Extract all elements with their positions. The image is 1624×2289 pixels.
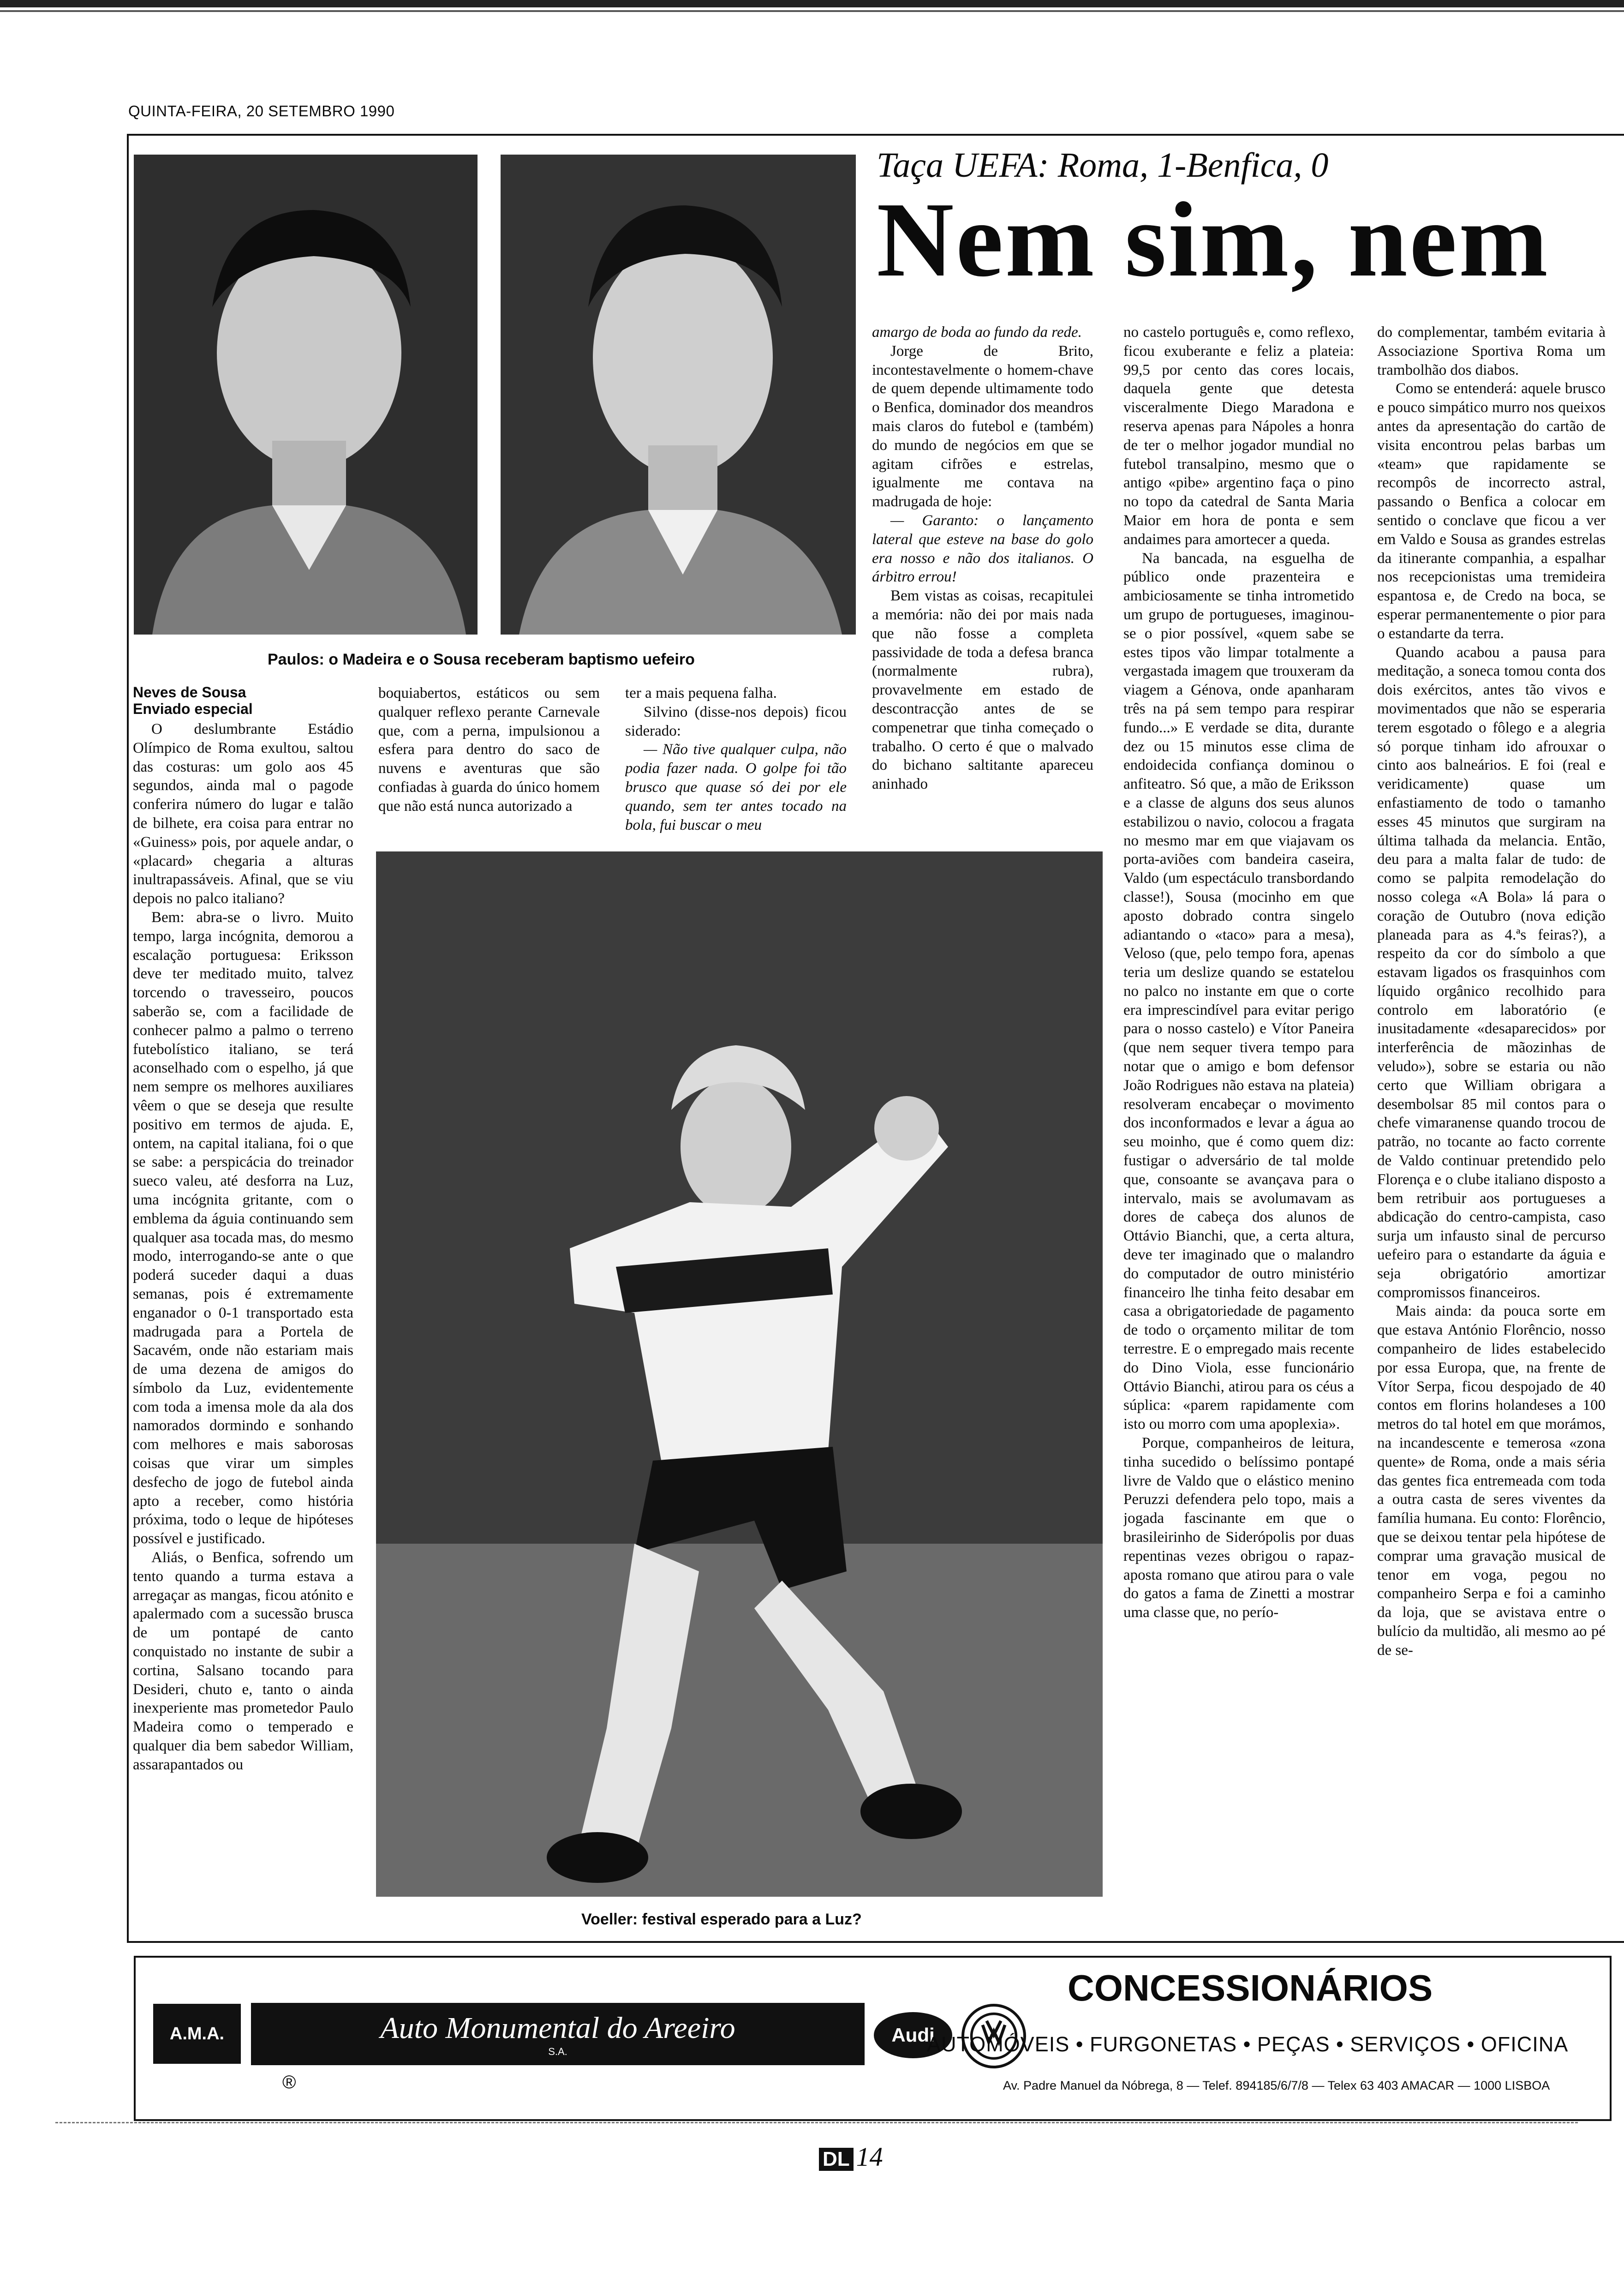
newspaper-logo: DL <box>819 2148 854 2171</box>
paragraph: Silvino (disse-nos depois) ficou siderado: <box>625 703 847 739</box>
quote-paragraph: — Garanto: o lançamento lateral que esteve na base do golo era nosso e não dos italianos. O árbitro errou! <box>872 512 1093 586</box>
paragraph: Mais ainda: da pouca sorte em que estava António Florêncio, nosso companheiro de lides estabelecido por essa Europa, que, na frente de Vítor Serpa, ficou despojado de 40 contos em florins holandeses a 100 metros do tal hotel em que morámos, na incandescente e temerosa «zona quente» de Roma, onde a mais séria das gentes fica entremeada com toda a outra casta de seres viventes da família humana. Eu conto: Florêncio, que se deixou tentar pela hipótese de comprar uma gravação musical de tenor em voga, pegou no companheiro Serpa e foi a caminho da loja, que se avistava entre o bulício da multidão, ali mesmo ao pé de se- <box>1377 1303 1606 1659</box>
paragraph: Jorge de Brito, incontestavelmente o homem-chave de quem depende ultimamente todo o Benfica, dominador dos meandros mais claros do futebol e (também) do mundo de negócios em que se agitam cifrões e estrelas, igualmente me contava na madrugada de hoje: <box>872 342 1093 510</box>
main-photo-caption: Voeller: festival esperado para a Luz? <box>581 1911 862 1928</box>
page-folio <box>819 2141 883 2172</box>
paragraph: Aliás, o Benfica, sofrendo um tento quando a turma estava a arregaçar as mangas, ficou atónito e apalermado com a sucessão brusca de um pontapé de canto conquistado no instante de subir a cortina, Salsano tocando para Desideri, chuto e, tanto o ainda inexperiente mas prometedor Paulo Madeira como o temperado e qualquer dia bem sabedor William, assarapantados ou <box>133 1549 353 1773</box>
byline <box>133 684 253 717</box>
article-kicker: Taça UEFA: Roma, 1-Benfica, 0 <box>877 146 1329 185</box>
ama-logo: A.M.A. <box>153 2004 241 2064</box>
audi-logo: Audi <box>874 2012 952 2058</box>
page-number: 14 <box>856 2142 883 2172</box>
frame-rule-top <box>127 134 1624 136</box>
text-column-6 <box>1377 323 1606 1941</box>
frame-rule-bottom <box>127 1941 1624 1943</box>
dealer-logo <box>251 2003 865 2065</box>
top-rule-thin <box>0 10 1624 12</box>
advert-services: AUTOMÓVEIS • FURGONETAS • PEÇAS • SERVIÇOS • OFICINA <box>927 2032 1569 2056</box>
quote-paragraph: — Não tive qualquer culpa, não podia fazer nada. O golpe foi tão brusco que quase só dei por ele quando, sem ter antes tocado na bola, fui buscar o meu <box>625 741 847 833</box>
dealer-name: Auto Monumental do Areeiro <box>380 2011 735 2045</box>
dealer-advert <box>134 1956 1612 2121</box>
paragraph: O deslumbrante Estádio Olímpico de Roma exultou, saltou das costuras: um golo aos 45 segundos, ainda mal o pagode conferira número do lugar e talão de bilhete, era coisa para entrar no «Guiness» pois, por aquele andar, o «placard» chegaria a alturas inultrapassáveis. Afinal, que se viu depois no palco italiano? <box>133 721 353 907</box>
dateline: QUINTA-FEIRA, 20 SETEMBRO 1990 <box>128 102 395 120</box>
portrait-photo-sousa <box>501 155 856 635</box>
text-column-4 <box>872 323 1093 835</box>
byline-role: Enviado especial <box>133 701 253 717</box>
advert-address: Av. Padre Manuel da Nóbrega, 8 — Telef. 894185/6/7/8 — Telex 63 403 AMACAR — 1000 LISBOA <box>1003 2079 1550 2092</box>
article-headline: Nem sim, nem <box>877 180 1550 299</box>
paragraph: no castelo português e, como reflexo, ficou exuberante e feliz a plateia: 99,5 por cento das cores locais, daquela gente que detesta visceralmente Diego Maradona e reserva apenas para Nápoles a honra de ter o melhor jogador mundial no futebol transalpino, mesmo que o antigo «pibe» argentino faça o pino no topo da catedral de Santa Maria Maior em hora de ponta e sem andaimes para amortecer a queda. <box>1123 324 1354 548</box>
paragraph: amargo de boda ao fundo da rede. <box>872 324 1082 341</box>
text-column-2 <box>378 684 600 836</box>
paragraph: Na bancada, na esguelha de público onde prazenteira e ambiciosamente se tinha intrometido um grupo de portugueses, imaginou-se o pior possível, «quem sabe se estes tipos vão limpar totalmente a vergastada imagem que trouxeram da viagem a Génova, onde apanharam três na pá sem tempo para respirar fundo...» E verdade se dita, durante dez ou 15 minutos esse clima de endoidecida confiança dominou o anfiteatro. Só que, a mão de Eriksson e a classe de alguns dos seus alunos estabilizou o navio, colocou a fragata no mesmo mar em que viajavam os porta-aviões com bandeira caseira, Valdo (um espectáculo transbordando classe!), Sousa (mocinho em que aposto dobrado contra singelo adiantando o «taco» para a mesa), Veloso (que, pelo tempo fora, apenas teria um deslize quando se estatelou no palco no instante em que o corte era imprescindível para evitar perigo para o nosso castelo) e Vítor Paneira (que nem sequer tivera tempo para notar que o amigo e bom defensor João Rodrigues não estava na plateia) resolveram encabeçar o movimento dos inconformados e levar a água ao seu moinho, que é como quem diz: fustigar o adversário de tal molde que, consoante se avançava para o intervalo, mais se avolumavam as dores de cabeça dos alunos de Ottávio Bianchi, que, a certa altura, deve ter imaginado que o malandro do computador de outro ministério financeiro lhe tinha feito desabar em casa a obrigatoriedade de pagamento de todo o orçamento militar de tom terrestre. E o empregado mais recente do Dino Viola, esse funcionário Ottávio Bianchi, atirou para os céus a súplica: «parem rapidamente com isto ou morro com uma apoplexia». <box>1123 550 1354 1433</box>
text-column-5 <box>1123 323 1354 1941</box>
registered-mark: ® <box>282 2072 296 2092</box>
paragraph: Quando acabou a pausa para meditação, a soneca tomou conta dos dois exércitos, antes tão vivos e movimentados que não se esperaria terem esgotado o fôlego e a alegria só porque tinham ido afrouxar o cinto aos balneários. E foi (real e veridicamente) quase um enfastiamento de todo o tamanho esses 45 minutos que surgiram na última talhada da melancia. Então, deu para a malta falar de tudo: de como se palpita remodelação do nosso colega «A Bola» lá para o coração de Outubro (nova edição planeada para as 4.ªs feiras?), a respeito da cor do símbolo a que estavam ligados os frasquinhos com líquido orgânico recolhido para controlo em laboratório (e inusitadamente «desaparecidos» por interferência de mãozinhas de veludo»), sobre se estaria ou não certo que William obrigara a desembolsar 85 mil contos para o chefe vimaranense quando trocou de patrão, no tocante ao facto corrente de Valdo continuar pretendido pelo Florença e o clube italiano disposto a bem retribuir aos portugueses a abdicação do centro-campista, caso surja um infausto sinal de percurso uefeiro para o estandarte da águia e seja obrigatório amortizar compromissos financeiros. <box>1377 644 1606 1301</box>
main-action-photo-voeller <box>376 851 1103 1897</box>
paragraph: ter a mais pequena falha. <box>625 685 777 701</box>
frame-rule-left <box>127 134 129 1943</box>
paragraph: Como se entenderá: aquele brusco e pouco simpático murro nos queixos antes da apresentação do cartão de visita encontrou pelas barbas um «team» que rapidamente se recompôs de incorrecto astral, passando o Benfica a colocar em sentido o conclave que ficou a ver em Valdo e Sousa as grandes estrelas da itinerante companhia, a espalhar nos recepcionistas uma tremideira espantosa e, de Credo na boca, se esperar permanentemente o pior para o estandarte da terra. <box>1377 380 1606 642</box>
dealer-suffix: S.A. <box>548 2045 567 2057</box>
paragraph: Bem vistas as coisas, recapitulei a memória: não dei por mais nada que não fosse a completa passividade de toda a defesa branca (normalmente rubra), provavelmente em estado de descontracção antes de se compenetrar que tinha começado o trabalho. O certo é que o malvado do bichano saltitante apareceu aninhado <box>872 587 1093 793</box>
paragraph: boquiabertos, estáticos ou sem qualquer reflexo perante Carnevale que, com a perna, impulsionou a esfera para dentro do saco de nuvens e aventuras que são confiadas à guarda do único homem que não está nunca autorizado a <box>378 685 600 815</box>
text-column-3 <box>625 684 847 836</box>
bottom-dashed-rule <box>55 2122 1578 2123</box>
advert-title: CONCESSIONÁRIOS <box>1068 1967 1433 2008</box>
top-photo-caption: Paulos: o Madeira e o Sousa receberam baptismo uefeiro <box>268 651 695 668</box>
paragraph: Bem: abra-se o livro. Muito tempo, larga incógnita, demorou a escalação portuguesa: Eriksson deve ter meditado muito, talvez torcendo o travesseiro, poucos saberão se, com a facilidade de conhecer palmo a palmo o terreno futebolístico italiano, se terá aconselhado com o espelho, já que nem sempre os melhores auxiliares vêem o que se deseja que resulte positivo em termos de ajuda. E, ontem, na capital italiana, foi o que se sabe: a perspicácia do treinador sueco valeu, até desforra na Luz, uma incógnita gritante, com o emblema da águia continuando sem qualquer asa tocada mas, do mesmo modo, interrogando-se ante o que poderá suceder daqui a duas semanas, pois é extremamente enganador o 0-1 transportado esta madrugada para a Portela de Sacavém, onde não estariam mais de uma dezena de amigos do símbolo da Luz, evidentemente com toda a imensa mole da ala dos namorados dormindo e sonhando com melhores e mais saborosas coisas que virar um simples desfecho de jogo de futebol ainda apto a receber, como história próxima, todo o leque de hipóteses possível e justificado. <box>133 909 353 1547</box>
text-column-1 <box>133 720 353 1938</box>
paragraph: do complementar, também evitaria à Associazione Sportiva Roma um trambolhão dos diabos. <box>1377 324 1606 378</box>
portrait-photo-madeira <box>134 155 478 635</box>
paragraph: Porque, companheiros de leitura, tinha sucedido o belíssimo pontapé livre de Valdo que o elástico menino Peruzzi defendera pelo topo, mais a jogada fascinante em que o brasileirinho de Siderópolis por duas repentinas vezes obrigou o rapaz-aposta romano que atirou para o vale do gatos a fama de Zinetti a mostrar uma classe que, no perío- <box>1123 1435 1354 1621</box>
byline-name: Neves de Sousa <box>133 684 246 701</box>
top-rule <box>0 0 1624 7</box>
